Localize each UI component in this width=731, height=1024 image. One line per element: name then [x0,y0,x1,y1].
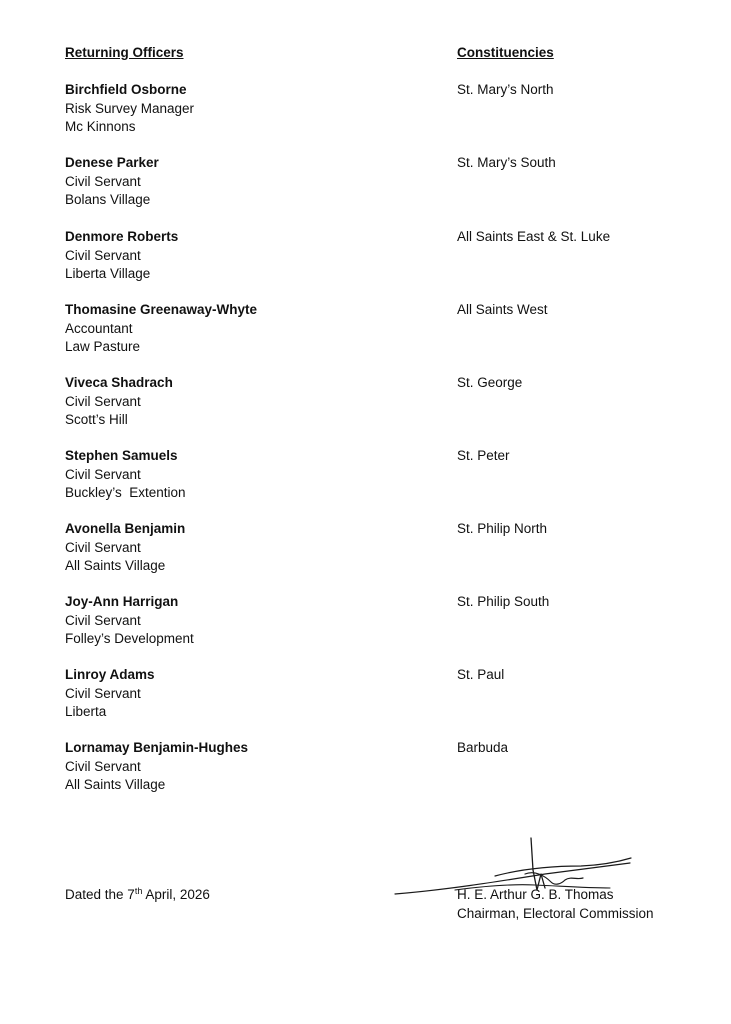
constituency-name: St. Mary’s North [457,82,554,97]
officer-occupation: Civil Servant [65,612,141,628]
constituency-name: Barbuda [457,740,509,755]
date-suffix: April, 2026 [142,887,210,902]
constituency-name: All Saints West [457,302,548,317]
officer-name: Linroy Adams [65,667,155,682]
officer-entry [0,301,731,361]
officer-name: Denese Parker [65,155,159,170]
officer-details [65,593,194,649]
officers-column-header: Returning Officers [65,45,184,60]
officer-entry [0,154,731,214]
constituency-name: All Saints East & St. Luke [457,229,611,244]
officer-details [65,154,159,210]
signatory-title: Chairman, Electoral Commission [457,905,654,921]
officer-occupation: Civil Servant [65,685,141,701]
officer-occupation: Accountant [65,320,133,336]
officer-details [65,739,248,795]
officer-residence: Mc Kinnons [65,119,136,134]
officer-entry [0,228,731,288]
date-ordinal: th [134,886,143,896]
officer-details [65,301,257,357]
officer-occupation: Civil Servant [65,173,141,189]
officer-residence: Liberta Village [65,266,151,281]
constituencies-column-header: Constituencies [457,45,554,60]
officer-residence: All Saints Village [65,777,166,792]
officer-name: Joy-Ann Harrigan [65,594,179,609]
officer-residence: Folley’s Development [65,631,194,646]
officer-occupation: Civil Servant [65,539,141,555]
officer-details [65,81,194,137]
signatory-name: H. E. Arthur G. B. Thomas [457,887,614,902]
officer-entry [0,374,731,434]
officer-residence: Buckley’s Extention [65,485,186,500]
constituency-name: St. Paul [457,667,505,682]
officer-name: Birchfield Osborne [65,82,187,97]
officer-name: Viveca Shadrach [65,375,173,390]
officer-entry [0,593,731,653]
officer-occupation: Civil Servant [65,758,141,774]
officer-occupation: Civil Servant [65,247,141,263]
officer-entry [0,447,731,507]
officer-name: Stephen Samuels [65,448,178,463]
constituency-name: St. Philip South [457,594,550,609]
officer-details [65,228,178,284]
officer-residence: All Saints Village [65,558,166,573]
officer-name: Avonella Benjamin [65,521,186,536]
officer-residence: Scott’s Hill [65,412,128,427]
officer-occupation: Civil Servant [65,393,141,409]
officer-name: Thomasine Greenaway-Whyte [65,302,258,317]
constituency-name: St. Peter [457,448,510,463]
officer-entry [0,739,731,799]
officer-occupation: Civil Servant [65,466,141,482]
officer-occupation: Risk Survey Manager [65,100,195,116]
officer-details [65,666,155,722]
officer-residence: Liberta [65,704,107,719]
officer-entry [0,666,731,726]
officer-name: Lornamay Benjamin-Hughes [65,740,249,755]
signatory-block [457,886,654,923]
officer-entry [0,520,731,580]
officer-residence: Law Pasture [65,339,141,354]
constituency-name: St. Mary’s South [457,155,556,170]
constituency-name: St. Philip North [457,521,548,536]
officer-residence: Bolans Village [65,192,151,207]
date-prefix: Dated the 7 [65,887,135,902]
officer-details [65,447,186,503]
officer-name: Denmore Roberts [65,229,179,244]
constituency-name: St. George [457,375,523,390]
date-line [65,886,210,904]
officer-details [65,374,173,430]
officer-details [65,520,185,576]
officer-entry [0,81,731,141]
